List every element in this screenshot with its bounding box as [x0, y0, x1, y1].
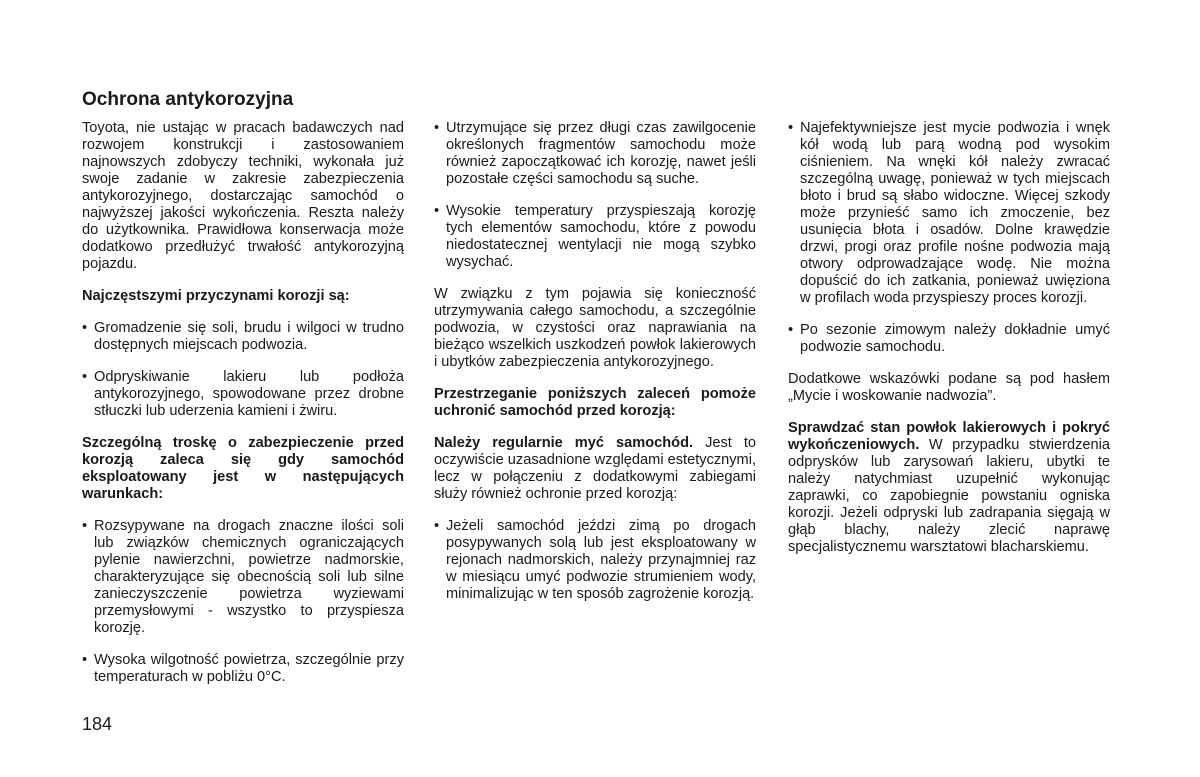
wash-list [434, 518, 756, 603]
maintenance-paragraph: W związku z tym pojawia się konieczność utrzymywania całego samochodu, a szczególnie podwozia, w czystości oraz naprawiania na bieżąco wszelkich uszkodzeń powłok lakierowych i ubytków zabezpieczenia antykorozyjnego. [434, 286, 756, 370]
list-item: • Wysoka wilgotność powietrza, szczególnie przy temperaturach w pobliżu 0°C. [82, 652, 404, 686]
column-2 [434, 120, 756, 618]
list-item: • Najefektywniejsze jest mycie podwozia i wnęk kół wodą lub parą wodną pod wysokim ciśnieniem. Na wnęki kół należy zwracać szczególną uwagę, ponieważ w tych miejscach błoto i brud są słabo widoczne. Więcej szkody może przynieść samo ich zmoczenie, bez usunięcia błota i osadów. Dolne krawędzie drzwi, progi oraz profile nośne podwozia mają otwory odprowadzające wodę. Nie można dopuścić do ich zatkania, ponieważ uwięziona w profilach woda przyspieszy proces korozji. [788, 120, 1110, 307]
column-3 [788, 120, 1110, 571]
list-item: • Utrzymujące się przez długi czas zawilgocenie określonych fragmentów samochodu może również zapoczątkować ich korozję, nawet jeśli pozostałe części samochodu są suche. [434, 120, 756, 188]
list-item: • Jeżeli samochód jeździ zimą po drogach posypywanych solą lub jest eksploatowany w rejonach nadmorskich, należy przynajmniej raz w miesiącu umyć podwozie strumieniem wody, minimalizując w ten sposób zagrożenie korozją. [434, 518, 756, 603]
wash-text: Jest to oczywiście uzasadnione względami estetycznymi, lecz w połączeniu z dodatkowymi zabiegami służy również ochronie przed korozją: [434, 435, 757, 502]
list-item: • Gromadzenie się soli, brudu i wilgoci w trudno dostępnych miejscach podwozia. [82, 320, 404, 354]
check-text: W przypadku stwierdzenia odprysków lub zarysowań lakieru, ubytki te należy natychmiast uzupełnić wykonując zaprawki, co zapobiegnie powstaniu ogniska korozji. Jeżeli odpryski lub zadrapania sięgają w głąb blachy, należy zlecić naprawę specjalistycznemu warsztatowi blacharskiemu. [788, 437, 1110, 555]
list-item: • Rozsypywane na drogach znaczne ilości soli lub związków chemicznych ograniczających pylenie nawierzchni, powietrze nadmorskie, charakteryzujące się obecnością soli lub silne zanieczyszczenie powietrza wyziewami przemysłowymi - wszystko to przyspiesza korozję. [82, 518, 404, 637]
wash-lead: Należy regularnie myć samochód. [434, 435, 694, 451]
extra-tips-paragraph: Dodatkowe wskazówki podane są pod hasłem „Mycie i woskowanie nadwozia”. [788, 371, 1110, 404]
check-lead: Sprawdzać stan powłok lakierowych i pokryć wykończeniowych. [788, 420, 1110, 453]
page-number: 184 [82, 714, 113, 734]
causes-list [82, 320, 404, 420]
tips-heading: Przestrzeganie poniższych zaleceń pomoże uchronić samochód przed korozją: [434, 386, 756, 419]
column-1 [82, 120, 404, 701]
page-title: Ochrona antykorozyjna [82, 89, 294, 110]
wash-list-continued [788, 120, 1110, 356]
list-item: • Po sezonie zimowym należy dokładnie umyć podwozie samochodu. [788, 322, 1110, 356]
intro-paragraph: Toyota, nie ustając w pracach badawczych nad rozwojem konstrukcji i zastosowaniem najnowszych zdobyczy techniki, wykonała już swoje zadanie w zakresie zabezpieczenia antykorozyjnego, dostarczając samochód o najwyższej jakości wykończenia. Reszta należy do użytkownika. Prawidłowa konserwacja może dodatkowo przedłużyć trwałość antykorozyjną pojazdu. [82, 120, 404, 272]
check-paragraph [788, 420, 1110, 556]
causes-heading: Najczęstszymi przyczynami korozji są: [82, 288, 350, 304]
care-heading: Szczególną troskę o zabezpieczenie przed korozją zaleca się gdy samochód eksploatowany jest w następujących warunkach: [82, 435, 404, 502]
list-item: • Odpryskiwanie lakieru lub podłoża antykorozyjnego, spowodowane przez drobne stłuczki lub uderzenia kamieni i żwiru. [82, 369, 404, 420]
list-item: • Wysokie temperatury przyspieszają korozję tych elementów samochodu, które z powodu niedostatecznej wentylacji nie mogą szybko wysychać. [434, 203, 756, 271]
conditions-list [82, 518, 404, 686]
wash-paragraph [434, 435, 756, 503]
conditions-list-continued [434, 120, 756, 271]
